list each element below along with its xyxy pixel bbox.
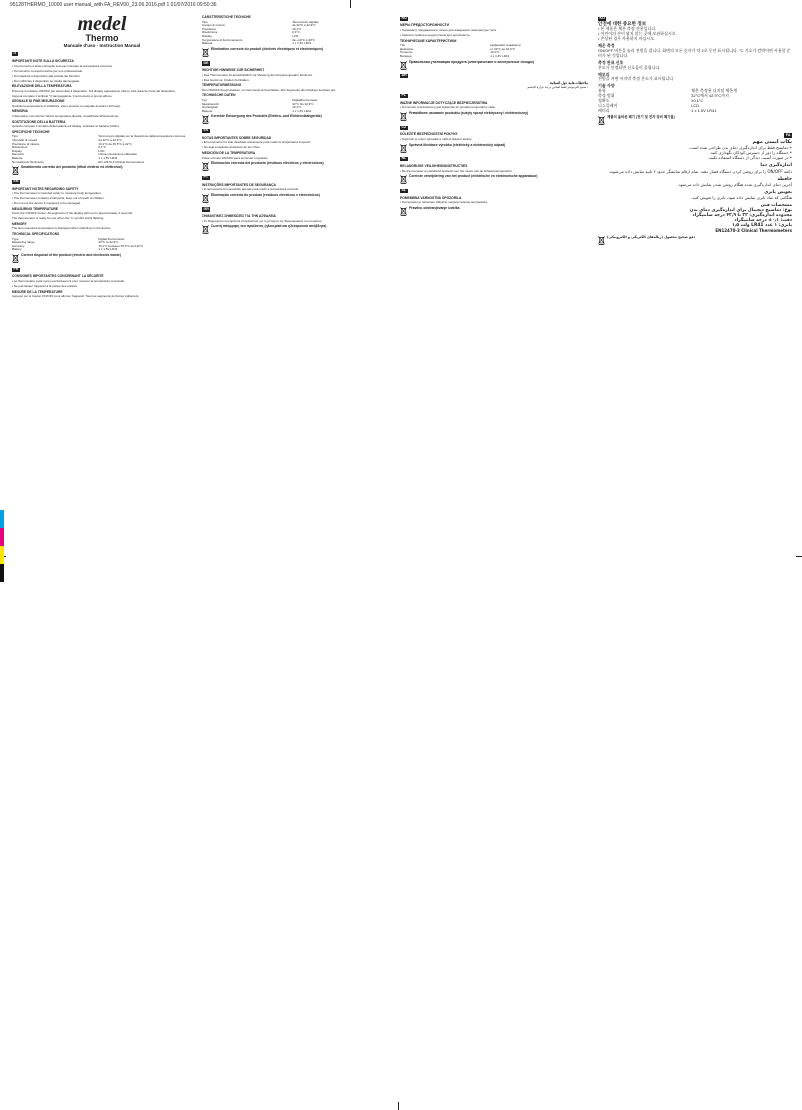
- weee-title: Prawidłowe usuwanie produktu (zużyty sprzęt elektryczny i elektroniczny): [409, 111, 529, 116]
- section-heading: MEDICIÓN DE LA TEMPERATURA: [202, 151, 256, 155]
- section-heading: تعویض باتری: [764, 189, 792, 195]
- paragraph: Pulse el botón ON/OFF para encender el aparato.: [202, 155, 269, 160]
- paragraph: • No deje el aparato al alcance de los niños.: [202, 145, 261, 150]
- crossed-bin-icon: [400, 144, 407, 153]
- weee-notice: [202, 48, 390, 57]
- weee-title: Korrekte Entsorgung des Produkts (Elektro- und Elektronikaltgeräte): [211, 114, 322, 119]
- manual-subtitle: Manuale d'uso - Instruction Manual: [63, 43, 141, 48]
- weee-title: Pravilno odstranjevanje izdelka: [409, 205, 460, 210]
- lang-tag-gr: GR: [203, 206, 209, 211]
- paragraph: • El termómetro ha sido diseñado únicamente para medir la temperatura corporal.: [202, 140, 311, 145]
- paragraph: The thermometer is ready for use when the °C symbol starts flashing.: [12, 216, 105, 221]
- section-heading: MESURE DE LA TEMPÉRATURE: [12, 289, 63, 294]
- column-1: [12, 14, 192, 1100]
- weee-notice: [202, 162, 390, 171]
- spec-row: Genauigkeit ±0,1°C: [202, 105, 302, 110]
- paragraph: Den ON/OFF-Knopf drücken, um das Gerät einzuschalten. Alle Segmente des Displays leuchten auf.: [202, 87, 336, 92]
- spec-row: Display LCD: [12, 148, 105, 153]
- paragraph: • Do not use the device if it appears to be damaged.: [12, 201, 81, 206]
- weee-title: Σωστή απόρριψη του προϊόντος (ηλεκτρικά και ηλεκτρονικά απόβλητα): [211, 224, 327, 229]
- spec-row: Normativa di riferimento EN 12470-3 Clinical thermometers: [12, 159, 145, 164]
- paragraph: • Το θερμόμετρο προορίζεται αποκλειστικά για τη μέτρηση της θερμοκρασίας του σώματος.: [202, 218, 323, 223]
- crossed-bin-icon: [400, 207, 407, 216]
- weee-notice: [202, 225, 390, 234]
- column-2: [202, 14, 390, 1100]
- section-heading: TECHNICAL SPECIFICATIONS: [12, 232, 60, 237]
- crossed-bin-icon: [202, 225, 209, 234]
- weee-notice: [598, 236, 792, 245]
- medel-logo: medel: [77, 14, 127, 35]
- spec-row: Tipo Termometro digitale per la rilevazione della temperatura corporea: [12, 134, 186, 139]
- paragraph: • Храните прибор в недоступном для детей месте.: [400, 32, 471, 37]
- section-heading: BELANGRIJKE VEILIGHEIDSINSTRUCTIES: [400, 163, 468, 168]
- section-heading: نکات ایمنی مهم: [752, 139, 792, 146]
- spec-row: Batteria 1 x 1,5V LR41: [12, 156, 118, 160]
- lang-tag-es: ES: [203, 128, 209, 133]
- section-heading: MEMORIA: [12, 109, 28, 114]
- weee-notice: [400, 175, 588, 184]
- section-heading: TECHNISCHE DATEN: [202, 93, 236, 98]
- paragraph: • Le thermomètre a été conçu exclusivement pour mesurer la température corporelle.: [12, 279, 125, 284]
- lang-tag-sl: SL: [401, 188, 407, 193]
- paragraph: هنگامی که نماد باتری نمایش داده شود، باتری را تعویض کنید.: [691, 194, 792, 200]
- paragraph: دکمه ON/OFF را برای روشن کردن دستگاه فشار دهید. تمام ارقام نمایشگر حدود ۲ ثانیه نمایش داده می‌شوند.: [608, 168, 792, 174]
- spec-row: Temperatura di funzionamento da +10°C a 40°C: [202, 37, 315, 42]
- crossed-bin-icon: [202, 194, 209, 203]
- section-heading: 기술 사양: [598, 83, 615, 89]
- lang-tag-nl: NL: [401, 156, 407, 161]
- section-heading: MEASURING TEMPERATURE: [12, 206, 58, 211]
- weee-notice: [400, 144, 588, 153]
- paragraph: • 손상된 경우 사용하지 마십시오.: [598, 36, 656, 42]
- spec-row: 배터리 1 x 1.5V LR41: [598, 107, 717, 113]
- lang-tag-pt: PT: [203, 175, 209, 180]
- persian-section: [598, 139, 792, 244]
- lang-tag-fr: FR: [13, 266, 19, 271]
- paragraph: • Termometro concepito anche per uso professionale.: [12, 68, 83, 73]
- paragraph: 전원을 켜면 마지막 측정 온도가 표시됩니다.: [598, 76, 675, 82]
- paragraph: • De thermometer is uitsluitend bedoeld voor het meten van de lichaamstemperatuur.: [400, 168, 513, 173]
- section-heading: DŮLEŽITÉ BEZPEČNOSTNÍ POKYNY: [400, 132, 458, 137]
- paragraph: Quando compare il simbolo della batteria sul display, sostituire la batteria (LR41).: [12, 124, 120, 129]
- section-heading: NOTAS IMPORTANTES SOBRE SEGURIDAD: [202, 135, 272, 140]
- lang-tag-it: IT: [13, 51, 17, 56]
- weee-title: Správná likvidace výrobku (elektrický a elektronický odpad): [409, 142, 506, 147]
- paragraph: Il dispositivo memorizza l'ultima temperatura rilevata, visualizzata all'accensione.: [12, 114, 120, 119]
- standard-reference: EN12470-3 Clinical Thermometers: [715, 228, 792, 234]
- section-heading: IMPORTANT NOTES REGARDING SAFETY: [12, 186, 79, 191]
- spec-row: Tipo Termometro digitale: [202, 19, 319, 24]
- weee-title: Correcte verwijdering van het product (elektrische en elektronische apparatuur): [409, 174, 538, 179]
- spec-row: Type Digital thermometer: [12, 236, 125, 241]
- section-heading: 메모리: [598, 71, 610, 77]
- spec-row: Memoria ultima misurazione effettuata: [12, 152, 137, 157]
- paragraph: Premere il pulsante ON/OFF per accendere il dispositivo. Sul display appariranno tutte le cifre durante il test del dispositivo.: [12, 88, 176, 93]
- paragraph: • Termometer je namenjen izključno merjenju telesne temperature.: [400, 200, 489, 205]
- lang-tag-en: EN: [13, 179, 19, 184]
- spec-row: Display LCD: [202, 33, 299, 38]
- spec-row: Батарея 1 x 1,5V LR41: [400, 53, 510, 58]
- spec-row: 디스플레이 LCD: [598, 102, 700, 108]
- weee-title: Correct disposal of the product (electric and electronic waste): [21, 253, 121, 258]
- section-heading: 체온 측정: [598, 43, 615, 48]
- crossed-bin-icon: [598, 236, 605, 245]
- column-3: [400, 14, 588, 1100]
- weee-title: 제품의 올바른 폐기 (전기 및 전자 장비 폐기물): [607, 114, 675, 119]
- paragraph: • دستگاه را دور از دسترس کودکان نگهداری کنید.: [709, 150, 792, 156]
- spec-line: دقت: ۰٫۱± درجه سانتیگراد: [734, 218, 792, 224]
- paragraph: • Il termometro è stato concepito solo per misurare la temperatura corporea.: [12, 63, 113, 68]
- spec-row: Risoluzione 0,1°C: [202, 30, 300, 35]
- weee-title: Élimination correcte du produit (déchets électriques et électroniques): [211, 46, 324, 51]
- paragraph: • Ne pas laisser l'appareil à la portée des enfants.: [12, 284, 78, 288]
- spec-row: Batterie 1 x 1,5V LR41: [202, 108, 312, 113]
- paragraph: • 어린이의 손이 닿지 않는 곳에 보관하십시오.: [598, 31, 677, 37]
- paragraph: Press the ON/OFF button. All segments of the display light up for approximately 2 seconds.: [12, 211, 133, 216]
- lang-tag-de: DE: [203, 60, 209, 65]
- spec-line: نوع: دماسنج دیجیتال برای اندازه‌گیری دمای بدن: [689, 208, 792, 214]
- lang-tag-ru: RU: [401, 15, 407, 20]
- section-heading: WICHTIGE HINWEISE ZUR SICHERHEIT: [202, 68, 265, 73]
- spec-row: Campo di misura da 32°C a 42,9°C: [202, 23, 316, 28]
- spec-row: Intervallo di misura da 32°C a 42,9°C: [12, 138, 122, 143]
- spec-row: 정확도 ±0.1°C: [598, 98, 704, 104]
- paragraph: • Das Gerät von Kindern fernhalten.: [202, 77, 250, 82]
- paragraph: • Termometr przeznaczony jest wyłącznie do pomiaru temperatury ciała.: [400, 105, 496, 110]
- weee-notice: [400, 207, 588, 216]
- korean-section: [598, 22, 792, 124]
- brand-header: [12, 14, 192, 48]
- section-heading: INSTRUÇÕES IMPORTANTES DE SEGURANÇA: [202, 182, 276, 187]
- section-heading: MEMORY: [12, 221, 27, 226]
- crop-mark-top: [350, 0, 351, 8]
- section-heading: SEGNALE DI FINE MISURAZIONE: [12, 99, 65, 104]
- weee-notice: [202, 194, 390, 203]
- paragraph: آخرین دمای اندازه‌گیری شده هنگام روشن شدن نمایش داده می‌شود.: [677, 181, 792, 187]
- spec-row: Batteria 1 x 1,5V LR41: [202, 41, 312, 46]
- paragraph: • Teploměr je určen výhradně k měření tělesné teploty.: [400, 137, 473, 141]
- paragraph: • در صورت آسیب دیدگی از دستگاه استفاده نکنید.: [707, 155, 792, 161]
- registration-bar-yellow: [0, 546, 4, 564]
- paragraph: Appena compare il simbolo °C lampeggiante, il termometro è pronto all'uso.: [12, 93, 113, 98]
- spec-row: Typ Digitalthermometer: [202, 98, 318, 103]
- weee-title: Eliminación correcta del producto (residuos eléctricos y electrónicos): [211, 161, 324, 166]
- registration-bar-black: [0, 564, 4, 582]
- spec-row: Accuracy ±0.1°C between 35.5°C and 42°C: [12, 243, 144, 248]
- weee-notice: [12, 166, 192, 175]
- spec-row: Messbereich 32°C bis 42,9°C: [202, 101, 314, 106]
- spec-row: Risoluzione 0,1°C: [12, 145, 106, 150]
- crossed-bin-icon: [202, 48, 209, 57]
- section-heading: ΣΗΜΑΝΤΙΚΕΣ ΣΗΜΕΙΩΣΕΙΣ ΓΙΑ ΤΗΝ ΑΣΦΑΛΕΙΑ: [202, 214, 276, 219]
- weee-notice: [202, 115, 390, 124]
- spec-row: Диапазон от 32°C до 42,9°C: [400, 46, 516, 51]
- spec-row: Точность ±0,1°C: [400, 50, 500, 55]
- crossed-bin-icon: [400, 112, 407, 121]
- weee-notice: [400, 112, 588, 121]
- file-header: 95128THERMO_10000 user manual_with FA_REV00_23.06.2016.pdf 1 01/07/2016 09:50:36: [10, 2, 217, 8]
- crossed-bin-icon: [400, 175, 407, 184]
- lang-tag-ar: AR: [401, 73, 407, 78]
- section-heading: SOSTITUZIONE DELLA BATTERIA: [12, 119, 66, 124]
- spec-row: Measuring range 32°C to 42.9°C: [12, 240, 119, 245]
- lang-tag-pl: PL: [401, 93, 407, 98]
- section-heading: RILEVAZIONE DELLA TEMPERATURA: [12, 84, 72, 89]
- crop-mark-bottom: [398, 1102, 399, 1110]
- crossed-bin-icon: [202, 162, 209, 171]
- registration-bar-cyan: [0, 510, 4, 528]
- paragraph: The last measured temperature is displayed when switching on the device.: [12, 226, 112, 231]
- spec-row: Precisione ±0,1°C: [202, 26, 302, 31]
- lang-tag-fa: FA: [785, 132, 791, 137]
- crossed-bin-icon: [202, 115, 209, 124]
- section-heading: 측정 완료 신호: [598, 59, 624, 65]
- section-heading: МЕРЫ ПРЕДОСТОРОЖНОСТИ: [400, 23, 450, 28]
- paragraph: • The thermometer is intended solely to measure body temperature.: [12, 191, 102, 196]
- section-heading: WAŻNE INFORMACJE DOTYCZĄCE BEZPIECZEŃSTWA: [400, 100, 488, 105]
- section-heading: ТЕХНИЧЕСКИЕ ХАРАКТЕРИСТИКИ: [400, 38, 457, 43]
- section-heading: ملاحظات هامة حول السلامة: [549, 80, 588, 85]
- spec-row: 측정 범위 32°C에서 42.9°C까지: [598, 93, 729, 99]
- lang-tag-ko: KO: [599, 15, 605, 20]
- weee-title: Smaltimento corretto del prodotto (rifiuti elettrici ed elettronici): [21, 165, 123, 170]
- section-heading: IMPORTANTI NOTE SULLA SICUREZZA: [12, 58, 74, 63]
- paragraph: • Das Thermometer ist ausschließlich zur Messung der Körpertemperatur bestimmt.: [202, 72, 313, 77]
- section-heading: مشخصات فنی: [760, 203, 792, 208]
- paragraph: • دماسنج فقط برای اندازه‌گیری دمای بدن طراحی شده است.: [688, 145, 792, 151]
- section-heading: TEMPERATURMESSUNG: [202, 83, 242, 88]
- crossed-bin-icon: [12, 254, 19, 263]
- column-4: [598, 14, 792, 1100]
- registration-bar-magenta: [0, 528, 4, 546]
- product-name: Thermo: [85, 33, 119, 43]
- spec-row: Precisione di misura ±0,1°C da 35,5°C a 42°C: [12, 141, 132, 146]
- spec-row: Battery 1 x 1.5V LR41: [12, 247, 118, 252]
- weee-title: دفع صحیح محصول (زباله‌های الکتریکی و الکترونیکی): [607, 234, 696, 239]
- weee-notice: [400, 61, 588, 70]
- section-heading: SPECIFICHE TECNICHE: [12, 129, 50, 134]
- paragraph: • صمم الترمومتر فقط لقياس درجة حرارة الجسم.: [526, 85, 588, 90]
- paragraph: Quando la temperatura si stabilizza, viene emesso un segnale acustico (10 beep).: [12, 103, 122, 108]
- spec-line: محدوده اندازه‌گیری: ۳۲ تا ۴۲٫۹ درجه سانتیگراد: [692, 213, 792, 219]
- spec-row: Тип Цифровой термометр: [400, 43, 521, 48]
- paragraph: • Термометр предназначен только для измерения температуры тела.: [400, 27, 497, 32]
- section-heading: CARATTERISTICHE TECNICHE: [202, 15, 251, 19]
- crossed-bin-icon: [598, 116, 605, 125]
- paragraph: • O termómetro foi concebido apenas para medir a temperatura corporal.: [202, 187, 299, 192]
- crop-mark-right: [796, 556, 802, 557]
- spec-row: 유형 체온 측정용 디지털 체온계: [598, 88, 737, 94]
- section-heading: POMEMBNA VARNOSTNA OPOZORILA: [400, 195, 462, 200]
- section-heading: CONSIGNES IMPORTANTES CONCERNANT LA SÉCURITÉ: [12, 274, 104, 279]
- section-heading: حافظه: [777, 176, 792, 182]
- weee-title: Eliminação correcta do produto (resíduos eléctricos e electrónicos): [211, 192, 320, 197]
- section-heading: 안전에 대한 중요한 정보: [598, 21, 647, 27]
- weee-notice: [12, 254, 192, 263]
- section-heading: اندازه‌گیری دما: [760, 163, 792, 169]
- lang-tag-cz: CZ: [401, 124, 407, 129]
- paragraph: 온도가 안정되면 신호음이 울립니다.: [598, 64, 661, 70]
- paragraph: • Non utilizzare il dispositivo se risulta danneggiato.: [12, 78, 81, 83]
- crossed-bin-icon: [12, 166, 19, 175]
- paragraph: ON/OFF 버튼을 눌러 전원을 켭니다. 화면의 모든 숫자가 약 2초 동안 표시됩니다. °C 기호가 깜박이면 사용할 준비가 된 것입니다.: [598, 47, 791, 58]
- paragraph: Appuyer sur le bouton ON/OFF pour allumer l'appareil. Tous les segments de l'écran s'allument.: [12, 294, 140, 299]
- crossed-bin-icon: [400, 61, 407, 70]
- paragraph: • Non lasciare il dispositivo alla portata dei bambini.: [12, 73, 81, 78]
- weee-title: Правильная утилизация продукта (электрические и электронные отходы): [409, 59, 535, 64]
- paragraph: • The thermometer contains small parts; keep out of reach of children.: [12, 196, 105, 201]
- spec-line: باتری: ۱ عدد LR41 ولت ۱٫۵: [732, 223, 792, 229]
- weee-notice: [598, 116, 792, 125]
- paragraph: • 본 제품은 체온 측정 전용입니다.: [598, 26, 657, 32]
